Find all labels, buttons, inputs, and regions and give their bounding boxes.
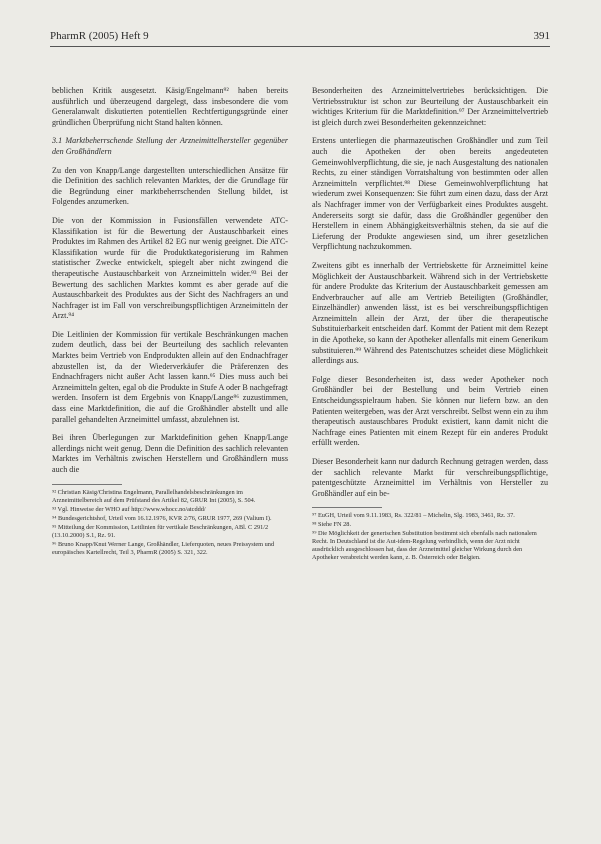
- journal-title: PharmR (2005) Heft 9: [50, 30, 149, 42]
- footnote: ⁹⁶ Bruno Knapp/Knut Werner Lange, Großhändler, Lieferquoten, neues Preissystem und europäisches Kartellrecht, Teil 3, PharmR (2005) S. 321, 322.: [52, 540, 275, 556]
- footnotes: [312, 512, 548, 562]
- footnote: ⁹⁴ Bundesgerichtshof, Urteil vom 16.12.1976, KVR 2/76, GRUR 1977, 269 (Valium I).: [52, 514, 272, 522]
- paragraph: Die Leitlinien der Kommission für vertikale Beschränkungen machen zudem deutlich, dass bei der Beurteilung des sachlich relevanten Marktes beim Vertrieb von Endprodukten allein auf den Endnachfrager abzustellen ist, da der Wiederverkäufer die Präferenzen des Endnachfragers nicht außer Acht lassen kann.⁹⁵ Dies muss auch bei Arzneimitteln gelten, egal ob die Produkte in Stufe A oder B nachgefragt werden. Insofern ist dem Ergebnis von Knapp/Lange⁹⁶ zuzustimmen, dass eine Marktdefinition, die auf die Großhändler abstellt und alle parallel gehandelten Arzneimittel umfasst, abzulehnen ist.: [52, 329, 289, 424]
- paragraph: Zu den von Knapp/Lange dargestellten unterschiedlichen Ansätze für die Definition des sachlich relevanten Marktes, der die Grundlage für die Begründung einer marktbeherrschenden Stellung bildet, ist Folgendes anzumerken.: [52, 165, 288, 207]
- footnote: ⁹⁵ Mitteilung der Kommission, Leitlinien für vertikale Beschränkungen, ABl. C 291/2 (13.10.2000) S.1, Rz. 91.: [52, 523, 269, 539]
- running-header: [50, 30, 550, 47]
- paragraph: Die von der Kommission in Fusionsfällen verwendete ATC-Klassifikation ist für die Bewertung der Austauschbarkeit eines Produktes im Rahmen des Artikel 82 EG nur wenig geeignet. Die ATC-Klassifikation wurde für die Produktkategorisierung im Rahmen statistischer Zwecke entwickelt, spiegelt aber nicht zwingend die therapeutische Austauschbarkeit von Arzneimitteln wider.⁹³ Bei der Bewertung des sachlichen Marktes kommt es aber gerade auf die Austauschbarkeit des Produktes aus der Sicht des Nachfragers an und Nachfrager ist im Fall von verschreibungspflichtigen Arzneimitteln der Arzt.⁹⁴: [52, 215, 288, 321]
- footnote-divider: [52, 484, 122, 485]
- paragraph: Bei ihren Überlegungen zur Marktdefinition gehen Knapp/Lange allerdings nicht weit genug. Denn die Definition des sachlich relevanten Marktes im Verhältnis zwischen Herstellern und Großhändlern muss auch die: [52, 433, 288, 474]
- paragraph: Erstens unterliegen die pharmazeutischen Großhändler und zum Teil auch die Apotheken der oben bereits angedeuteten Gemeinwohlverpflichtung, die sie, je nach Ausgestaltung des nationalen Rechts, zu einer ständigen Vorratshaltung von bestimmten oder allen Arzneimitteln verpflichtet.⁹⁸ Diese Gemeinwohlverpflichtung hat wiederum zwei Konsequenzen: Sie führt zum einen dazu, dass der Arzt als Nachfrager immer von der Verfügbarkeit eines Produktes ausgeht. Andererseits sorgt sie dafür, dass die Großhändler gegenüber den Herstellern in einem Abhängigkeitsverhältnis stehen, da sie auf die Lieferung der Produkte angewiesen sind, um ihrer gesetzlichen Verpflichtung nachzukommen.: [312, 136, 548, 252]
- footnote: ⁹² Christian Käsig/Christina Engelmann, Parallelhandelsbeschränkungen im Arzneimittelbereich auf dem Prüfstand des Artikel 82, GRUR Int (2005), S. 504.: [52, 488, 256, 504]
- footnote: ⁹⁸ Siehe FN 28.: [312, 521, 352, 529]
- left-column: [52, 86, 288, 558]
- page-number: 391: [533, 30, 550, 42]
- section-heading: 3.1 Marktbeherrschende Stellung der Arzneimittelhersteller gegenüber den Großhändlern: [52, 136, 288, 156]
- right-column: [312, 86, 548, 563]
- paragraph: Zweitens gibt es innerhalb der Vertriebskette für Arzneimittel keine Möglichkeit der Austauschbarkeit. Während sich in der Vertriebskette für andere Produkte das Kriterium der Austauschbarkeit gemessen am Endverbraucher auf alle am Vertrieb Beteiligten (Großhändler, Einzelhändler) anwenden lässt, ist es bei verschreibungspflichtigen Arzneimitteln allein der Arzt, der über die therapeutische Substituierbarkeit entscheiden darf. Kommt der Patient mit dem Rezept in die Apotheke, so kann der Apotheker allenfalls mit einem Generikum substituieren.⁹⁹ Während des Patentschutzes scheidet diese Möglichkeit allerdings aus.: [312, 260, 548, 366]
- paragraph: Folge dieser Besonderheiten ist, dass weder Apotheker noch Großhändler bei der Bestellung und beim Vertrieb einen Entscheidungsspielraum haben. Sie können nur liefern bzw. an den Patienten weitergeben, was der Arzt verschreibt. Selbst wenn ein zu ihm therapeutisch austauschbares Produkt existiert, kann damit nicht die Nachfrage eines Patienten mit einem Rezept für ein anderes Produkt erfüllt werden.: [312, 374, 548, 448]
- paragraph: Dieser Besonderheit kann nur dadurch Rechnung getragen werden, dass der sachlich relevante Markt für verschreibungspflichtige, patentgeschützte Arzneimittel im Verhältnis von Hersteller zu Großhändler auf ein be-: [312, 457, 548, 498]
- paragraph: beblichen Kritik ausgesetzt. Käsig/Engelmann⁹² haben bereits ausführlich und überzeugend dargelegt, dass insbesondere die vom Generalanwalt diskutierten potentiellen Rechtfertigungsgründe einer gründlichen Überprüfung nicht Stand halten können.: [52, 86, 288, 127]
- footnote: ⁹³ Vgl. Hinweise der WHO auf http://www.whocc.no/atcddd/: [52, 505, 206, 513]
- footnote-divider: [312, 507, 382, 508]
- footnote: ⁹⁹ Die Möglichkeit der generischen Substitution bestimmt sich ebenfalls nach nationalem Recht. In Deutschland ist die Aut-idem-Regelung verbindlich, wenn der Arzt nicht ausdrücklich ausgeschlossen hat, dass der Arzneimittel gleicher Wirkung durch den Apotheker verabreicht werden kann, z. B. Österreich oder Belgien.: [312, 530, 537, 562]
- paragraph: Besonderheiten des Arzneimittelvertriebes berücksichtigen. Die Vertriebsstruktur ist schon zur Beurteilung der Austauschbarkeit ein wichtiges Kriterium für die Marktdefinition.⁹⁷ Der Arzneimittelvertrieb ist gleich durch zwei Besonderheiten gekennzeichnet:: [312, 86, 548, 127]
- footnotes: [52, 489, 288, 557]
- footnote: ⁹⁷ EuGH, Urteil vom 9.11.1983, Rs. 322/81 – Michelin, Slg. 1983, 3461, Rz. 37.: [312, 512, 515, 520]
